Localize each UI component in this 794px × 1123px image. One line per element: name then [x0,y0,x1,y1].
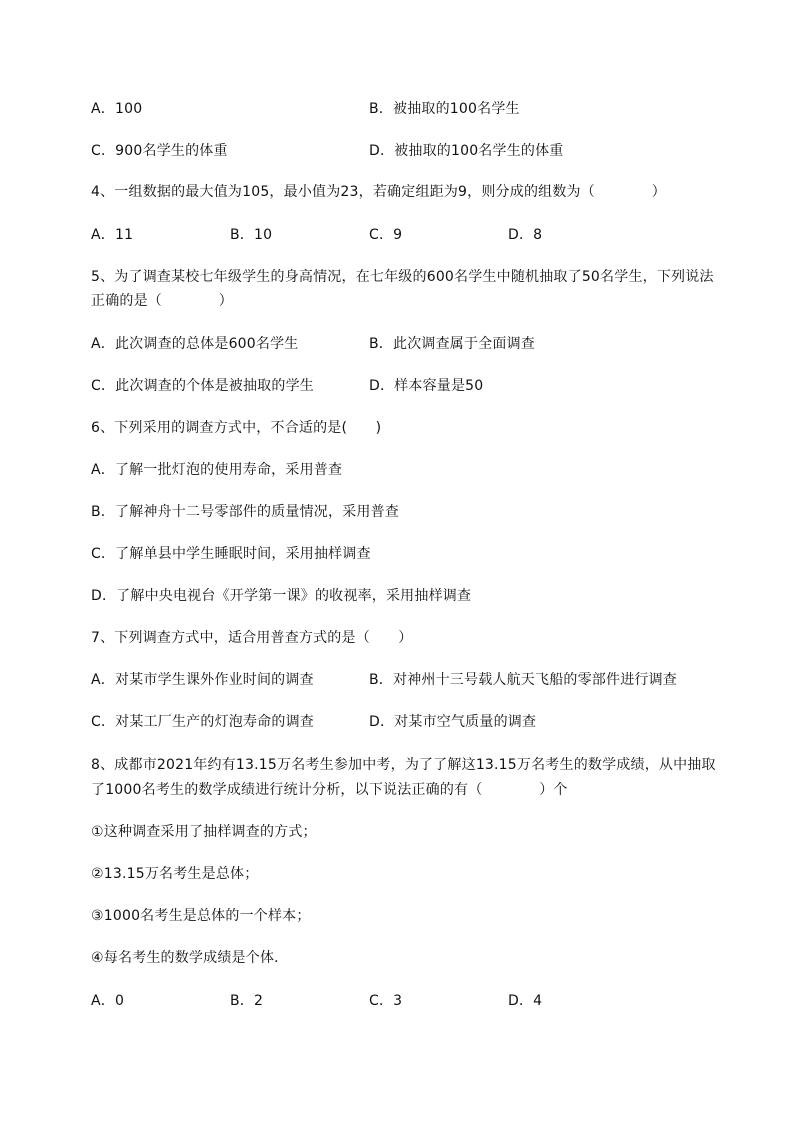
q4-stem: 4、一组数据的最大值为105，最小值为23，若确定组距为9，则分成的组数为（ ） [91,184,666,200]
q8-option-b: B．2 [230,993,264,1009]
q5-option-c: C．此次调查的个体是被抽取的学生 [91,378,314,394]
q8-option-a: A．0 [91,993,125,1009]
q4-option-a: A．11 [91,227,134,243]
q7-option-a: A．对某市学生课外作业时间的调查 [91,672,314,688]
q5-option-a: A．此次调查的总体是600名学生 [91,336,299,352]
q6-stem: 6、下列采用的调查方式中，不合适的是( ) [91,420,382,436]
q7-option-c: C．对某工厂生产的灯泡寿命的调查 [91,714,314,730]
q3-option-c: C．900名学生的体重 [91,143,228,159]
q5-option-d: D．样本容量是50 [369,378,484,394]
q8-statement-3: ③1000名考生是总体的一个样本； [91,908,311,924]
q8-statement-2: ②13.15万名考生是总体； [91,866,259,882]
q3-option-b: B．被抽取的100名学生 [369,101,520,117]
q6-option-a: A．了解一批灯泡的使用寿命，采用普查 [91,462,343,478]
q8-option-c: C．3 [369,993,403,1009]
q8-stem-line2: 了1000名考生的数学成绩进行统计分析，以下说法正确的有（ ）个 [91,782,568,798]
q6-option-c: C．了解单县中学生睡眠时间，采用抽样调查 [91,546,371,562]
q3-option-d: D．被抽取的100名学生的体重 [369,143,564,159]
q7-option-b: B．对神州十三号载人航天飞船的零部件进行调查 [369,672,678,688]
q4-option-c: C．9 [369,227,403,243]
q8-statement-4: ④每名考生的数学成绩是个体． [91,950,289,966]
q3-option-a: A．100 [91,101,143,117]
q6-option-d: D．了解中央电视台《开学第一课》的收视率，采用抽样调查 [91,588,472,604]
q4-option-d: D．8 [508,227,543,243]
q8-stem-line1: 8、成都市2021年约有13.15万名考生参加中考，为了了解这13.15万名考生的数学成绩，从中抽取 [91,757,716,773]
q8-statement-1: ①这种调查采用了抽样调查的方式； [91,824,317,840]
q6-option-b: B．了解神舟十二号零部件的质量情况，采用普查 [91,504,400,520]
q7-stem: 7、下列调查方式中，适合用普查方式的是（ ） [91,630,413,646]
q8-option-d: D．4 [508,993,543,1009]
q7-option-d: D．对某市空气质量的调查 [369,714,537,730]
q5-option-b: B．此次调查属于全面调查 [369,336,536,352]
q4-option-b: B．10 [230,227,273,243]
q5-stem-line2: 正确的是（ ） [91,293,233,309]
q5-stem-line1: 5、为了调查某校七年级学生的身高情况，在七年级的600名学生中随机抽取了50名学生，下列说法 [91,269,714,285]
